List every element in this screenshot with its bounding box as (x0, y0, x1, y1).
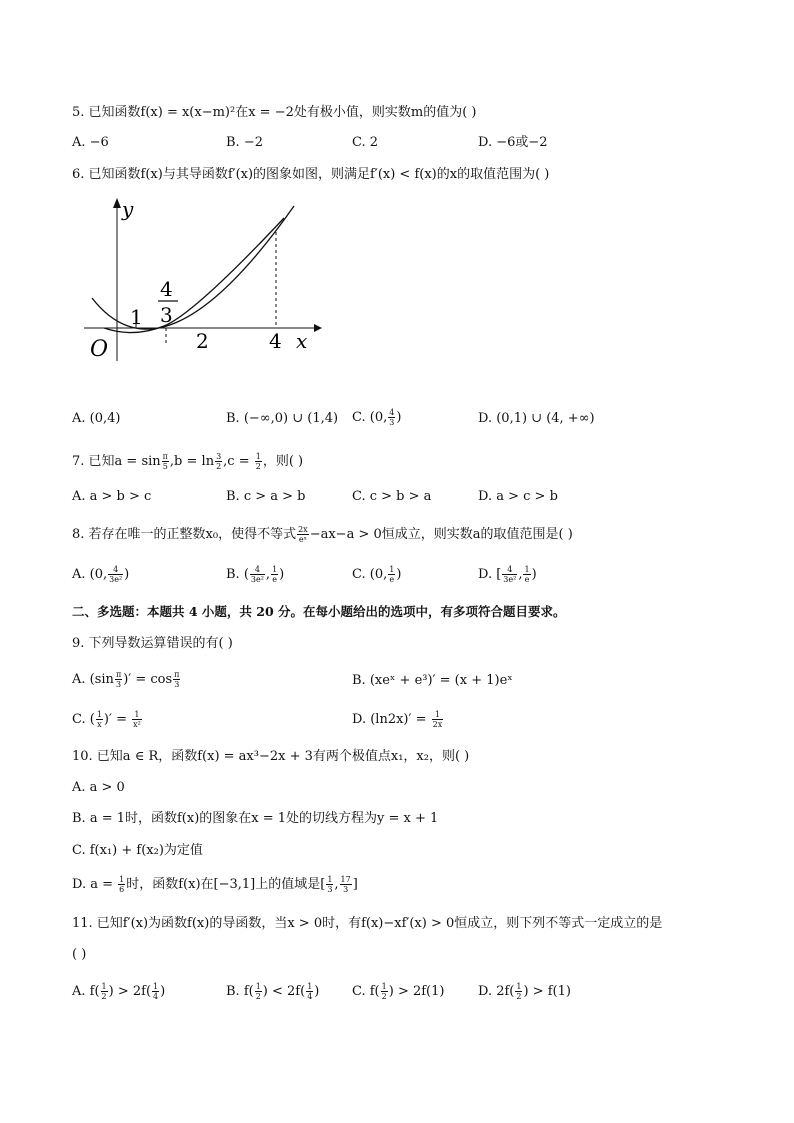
q8-option-d[interactable]: D. [ $\frac{4}{\text{3e²}}$ , $\frac{1}{e}$ ) (478, 565, 537, 584)
tick-4-label: 4 (269, 329, 282, 353)
q7-option-b[interactable]: B. c > a > b (226, 489, 306, 504)
x-axis-arrow (314, 324, 322, 332)
q11-option-b[interactable]: B. f( $\frac{1}{2}$ ) < 2f( $\frac{1}{4}$ ) (226, 982, 320, 1001)
q10-option-b[interactable]: B. a = 1时，函数f(x)的图象在x = 1处的切线方程为y = x + 1 (72, 811, 439, 826)
q8-stem: 8. 若存在唯一的正整数x₀，使得不等式 $\frac{2x}{\text{eˣ}}$ −ax−a > 0恒成立，则实数a的取值范围是( ) (72, 525, 573, 544)
tick-2-label: 2 (196, 329, 209, 353)
q5-option-c[interactable]: C. 2 (352, 135, 379, 150)
q7-option-c[interactable]: C. c > b > a (352, 489, 432, 504)
q11-option-c[interactable]: C. f( $\frac{1}{2}$ ) > 2f(1) (352, 982, 445, 1001)
q9-option-d[interactable]: D. (ln2x)′ = $\frac{1}{2x}$ (352, 710, 443, 729)
q11-option-d[interactable]: D. 2f( $\frac{1}{2}$ ) > f(1) (478, 982, 571, 1001)
derivative-curve (92, 206, 294, 329)
origin-label: O (90, 337, 109, 362)
y-label: y (122, 197, 134, 221)
q9-option-c[interactable]: C. ( $\frac{1}{x}$ )′ = $\frac{1}{\text{x²}}$ (72, 710, 141, 729)
q6-option-c[interactable]: C. (0, $\frac{4}{3}$ ) (352, 408, 402, 427)
q9-option-a[interactable]: A. (sin $\frac{\pi}{3}$ )′ = cos $\frac{\pi}{3}$ (72, 670, 180, 689)
q11-stem-paren: ( ) (72, 947, 87, 962)
y-axis-arrow (113, 198, 121, 208)
q6-option-a[interactable]: A. (0,4) (72, 411, 121, 426)
q11-stem: 11. 已知f′(x)为函数f(x)的导函数，当x > 0时，有f(x)−xf′(x) > 0恒成立，则下列不等式一定成立的是 (72, 916, 663, 931)
tick-43-den: 3 (160, 303, 173, 327)
q5-stem: 5. 已知函数f(x) = x(x−m)²在x = −2处有极小值，则实数m的值为( ) (72, 105, 477, 120)
q10-option-a[interactable]: A. a > 0 (72, 780, 125, 795)
q8-option-a[interactable]: A. (0, $\frac{4}{\text{3e²}}$ ) (72, 565, 130, 584)
q6-option-d[interactable]: D. (0,1) ∪ (4, +∞) (478, 411, 595, 426)
q5-option-b[interactable]: B. −2 (226, 135, 263, 150)
q7-option-d[interactable]: D. a > c > b (478, 489, 558, 504)
q8-option-b[interactable]: B. ( $\frac{4}{\text{3e²}}$ , $\frac{1}{e}$ ) (226, 565, 285, 584)
q11-option-a[interactable]: A. f( $\frac{1}{2}$ ) > 2f( $\frac{1}{4}$ ) (72, 982, 166, 1001)
q7-stem: 7. 已知a = sin $\frac{\pi}{5}$ ,b = ln $\frac{3}{2}$ ,c = $\frac{1}{2}$ ，则( ) (72, 452, 304, 471)
q8-option-c[interactable]: C. (0, $\frac{1}{e}$ ) (352, 565, 402, 584)
q9-option-b[interactable]: B. (xeˣ + e³)′ = (x + 1)eˣ (352, 673, 513, 688)
section-heading-multi-choice: 二、多选题：本题共 4 小题，共 20 分。在每小题给出的选项中，有多项符合题目要求。 (72, 604, 566, 619)
x-label: x (296, 329, 308, 353)
tick-1-label: 1 (130, 305, 143, 329)
q6-option-b[interactable]: B. (−∞,0) ∪ (1,4) (226, 411, 339, 426)
q9-stem: 9. 下列导数运算错误的有( ) (72, 636, 233, 651)
q7-option-a[interactable]: A. a > b > c (72, 489, 152, 504)
q6-function-graph (84, 196, 324, 366)
q10-option-d[interactable]: D. a = $\frac{1}{6}$ 时，函数f(x)在[−3,1]上的值域是[ $\frac{1}{3}$ , $\frac{17}{3}$ ] (72, 875, 358, 894)
q6-stem: 6. 已知函数f(x)与其导函数f′(x)的图象如图，则满足f′(x) < f(x)的x的取值范围为( ) (72, 167, 550, 182)
q5-option-d[interactable]: D. −6或−2 (478, 135, 548, 150)
q10-option-c[interactable]: C. f(x₁) + f(x₂)为定值 (72, 843, 203, 858)
q5-option-a[interactable]: A. −6 (72, 135, 109, 150)
q10-stem: 10. 已知a ∈ R，函数f(x) = ax³−2x + 3有两个极值点x₁，x₂，则( ) (72, 749, 470, 764)
tick-43-num: 4 (160, 277, 173, 301)
